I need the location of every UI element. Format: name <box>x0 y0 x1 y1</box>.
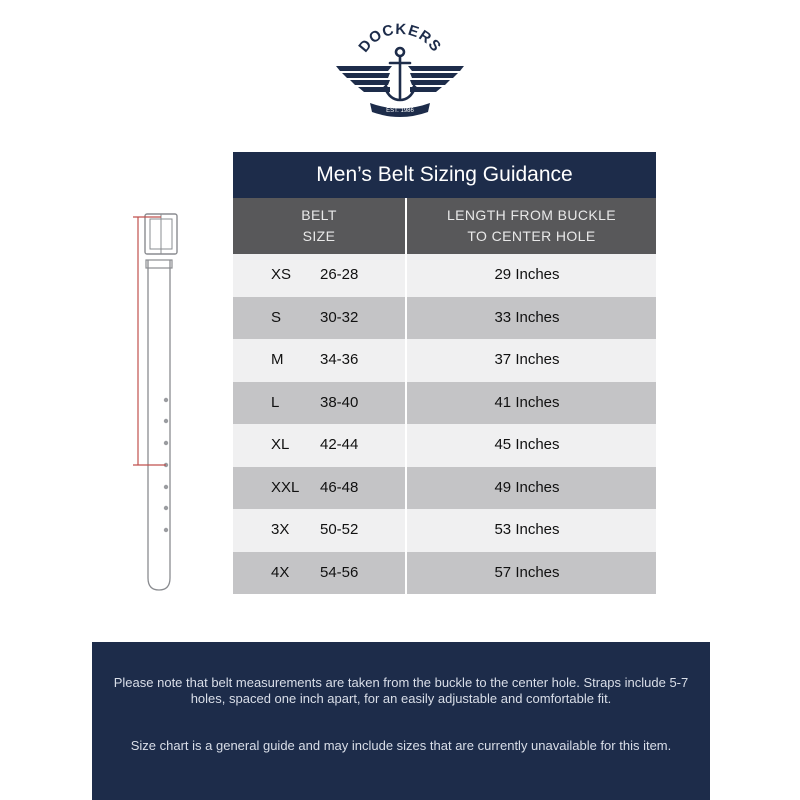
table-row <box>233 424 656 467</box>
table-row <box>233 552 656 595</box>
size-label: 4X <box>271 563 290 581</box>
header-length-line2: TO CENTER HOLE <box>467 228 596 244</box>
svg-text:DOCKERS <box>355 21 444 56</box>
sizing-table <box>233 152 656 594</box>
length-value: 33 Inches <box>494 308 560 326</box>
size-label: XS <box>271 266 292 283</box>
table-row <box>233 254 656 297</box>
size-label: XL <box>271 436 290 453</box>
belt-illustration <box>125 200 205 600</box>
table-header <box>233 198 656 254</box>
note-paragraph-1: Please note that belt measurements are taken from the buckle to the center hole. Straps include 5-7 holes, spaced one inch apart, for an easily adjustable and comfortable fit. <box>113 675 689 706</box>
table-row <box>233 339 656 382</box>
table-row <box>233 509 656 552</box>
length-value: 37 Inches <box>494 351 560 368</box>
length-value: 49 Inches <box>494 478 560 496</box>
table-row <box>233 467 656 510</box>
measurement-note <box>92 642 710 800</box>
anchor-wings-icon <box>330 18 470 120</box>
length-value: 29 Inches <box>494 266 560 283</box>
size-label: S <box>271 308 282 326</box>
length-value: 57 Inches <box>494 563 560 581</box>
length-value: 45 Inches <box>494 436 560 453</box>
waist-range: 34-36 <box>320 351 359 368</box>
header-belt-size-line1: BELT <box>301 207 337 223</box>
table-body <box>233 254 656 594</box>
waist-range: 50-52 <box>320 521 359 538</box>
table-row <box>233 297 656 340</box>
waist-range: 54-56 <box>320 563 359 581</box>
header-belt-size-line2: SIZE <box>302 228 336 244</box>
waist-range: 30-32 <box>320 308 359 326</box>
size-label: 3X <box>271 521 290 538</box>
waist-range: 38-40 <box>320 393 359 411</box>
size-label: M <box>271 351 284 368</box>
header-length <box>407 198 656 254</box>
dockers-logo <box>330 18 470 120</box>
waist-range: 26-28 <box>320 266 359 283</box>
note-paragraph-2: Size chart is a general guide and may include sizes that are currently unavailable for this item. <box>130 738 672 753</box>
brand-wordmark: DOCKERS <box>355 20 445 56</box>
length-value: 53 Inches <box>494 521 560 538</box>
table-row <box>233 382 656 425</box>
length-value: 41 Inches <box>494 393 560 411</box>
size-label: XXL <box>271 478 300 496</box>
est-text: EST. 1986 <box>386 108 414 114</box>
waist-range: 46-48 <box>320 478 359 496</box>
table-title: Men’s Belt Sizing Guidance <box>233 152 656 198</box>
size-label: L <box>271 393 280 411</box>
waist-range: 42-44 <box>320 436 359 453</box>
column-divider <box>405 198 407 594</box>
header-length-line1: LENGTH FROM BUCKLE <box>447 207 616 223</box>
header-belt-size <box>233 198 405 254</box>
